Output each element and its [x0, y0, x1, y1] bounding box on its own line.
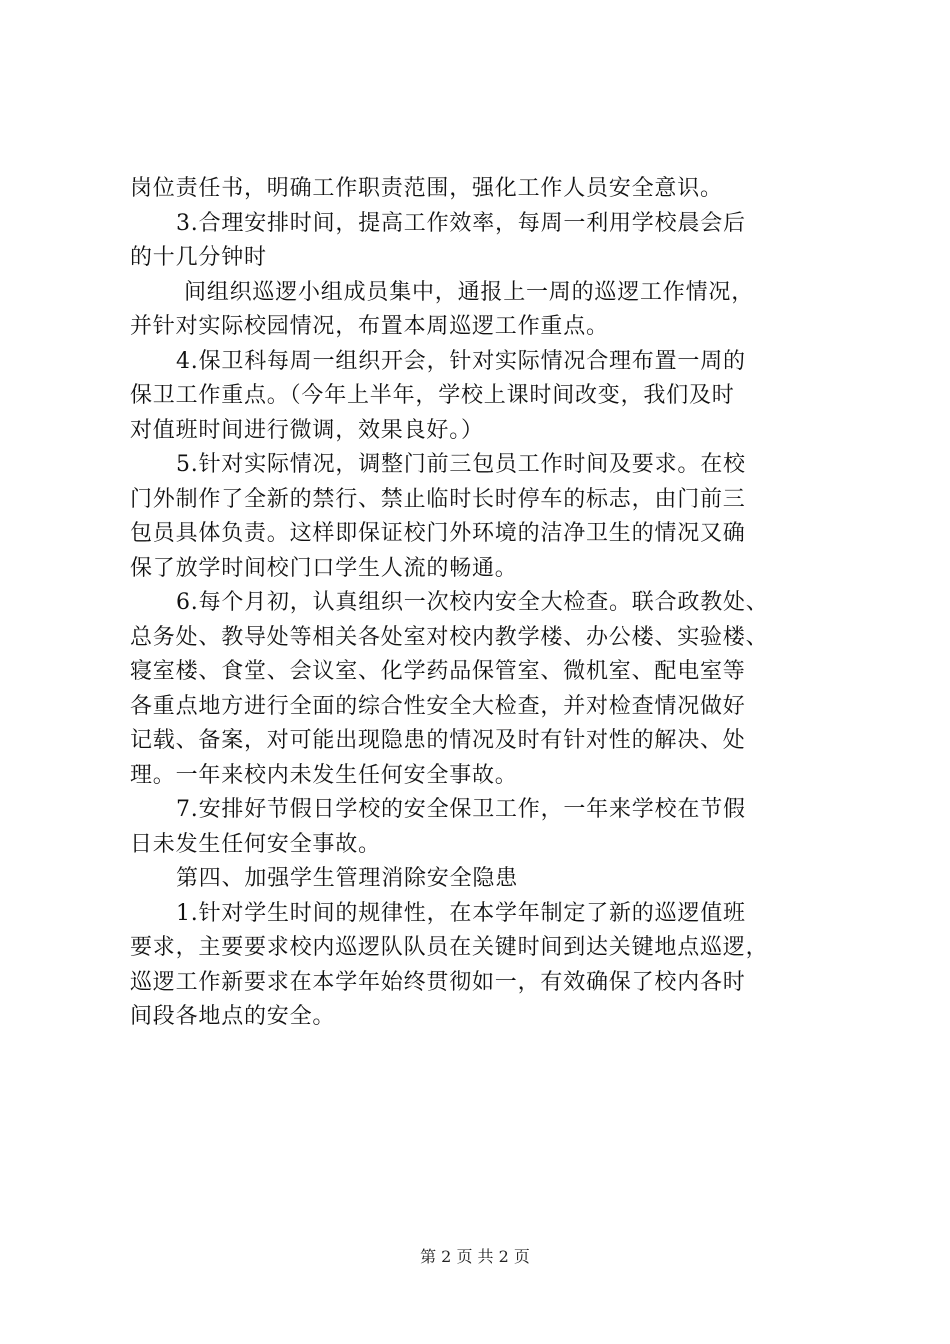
text-line: 各重点地方进行全面的综合性安全大检查，并对检查情况做好 — [130, 693, 746, 719]
text-line: 5.针对实际情况，调整门前三包员工作时间及要求。在校 — [176, 452, 746, 477]
text-line: 日未发生任何安全事故。 — [130, 831, 381, 857]
text-line: 7.安排好节假日学校的安全保卫工作，一年来学校在节假 — [176, 797, 746, 822]
text-line: 第四、加强学生管理消除安全隐患 — [176, 866, 519, 891]
text-line: 的十几分钟时 — [130, 245, 267, 270]
text-line: 理。一年来校内未发生任何安全事故。 — [130, 762, 518, 788]
text-line: 4.保卫科每周一组织开会，针对实际情况合理布置一周的 — [176, 348, 746, 374]
document-body — [130, 172, 830, 1035]
text-line: 门外制作了全新的禁行、禁止临时长时停车的标志，由门前三 — [130, 486, 746, 512]
text-line: 3.合理安排时间，提高工作效率，每周一利用学校晨会后 — [176, 210, 746, 236]
text-line: 寝室楼、食堂、会议室、化学药品保管室、微机室、配电室等 — [130, 659, 746, 684]
text-line: 保卫工作重点。（今年上半年，学校上课时间改变，我们及时 — [130, 383, 735, 408]
text-line: 包员具体负责。这样即保证校门外环境的洁净卫生的情况又确 — [130, 521, 746, 546]
text-line: 间段各地点的安全。 — [130, 1004, 336, 1029]
text-line: 记载、备案，对可能出现隐患的情况及时有针对性的解决、处 — [130, 728, 746, 753]
text-line: 1.针对学生时间的规律性，在本学年制定了新的巡逻值班 — [176, 900, 746, 926]
text-line: 要求，主要要求校内巡逻队队员在关键时间到达关键地点巡逻， — [130, 935, 769, 960]
text-line: 对值班时间进行微调，效果良好。） — [130, 417, 484, 443]
text-line: 间组织巡逻小组成员集中，通报上一周的巡逻工作情况， — [184, 279, 755, 305]
text-line: 6.每个月初，认真组织一次校内安全大检查。联合政教处、 — [176, 590, 769, 615]
text-line: 保了放学时间校门口学生人流的畅通。 — [130, 555, 518, 581]
text-line: 并针对实际校园情况，布置本周巡逻工作重点。 — [130, 314, 609, 339]
text-line: 巡逻工作新要求在本学年始终贯彻如一，有效确保了校内各时 — [130, 969, 746, 995]
text-line: 岗位责任书，明确工作职责范围，强化工作人员安全意识。 — [130, 176, 723, 201]
page-footer: 第 2 页 共 2 页 — [420, 1247, 530, 1266]
text-line: 总务处、教导处等相关各处室对校内教学楼、办公楼、实验楼、 — [130, 624, 769, 650]
